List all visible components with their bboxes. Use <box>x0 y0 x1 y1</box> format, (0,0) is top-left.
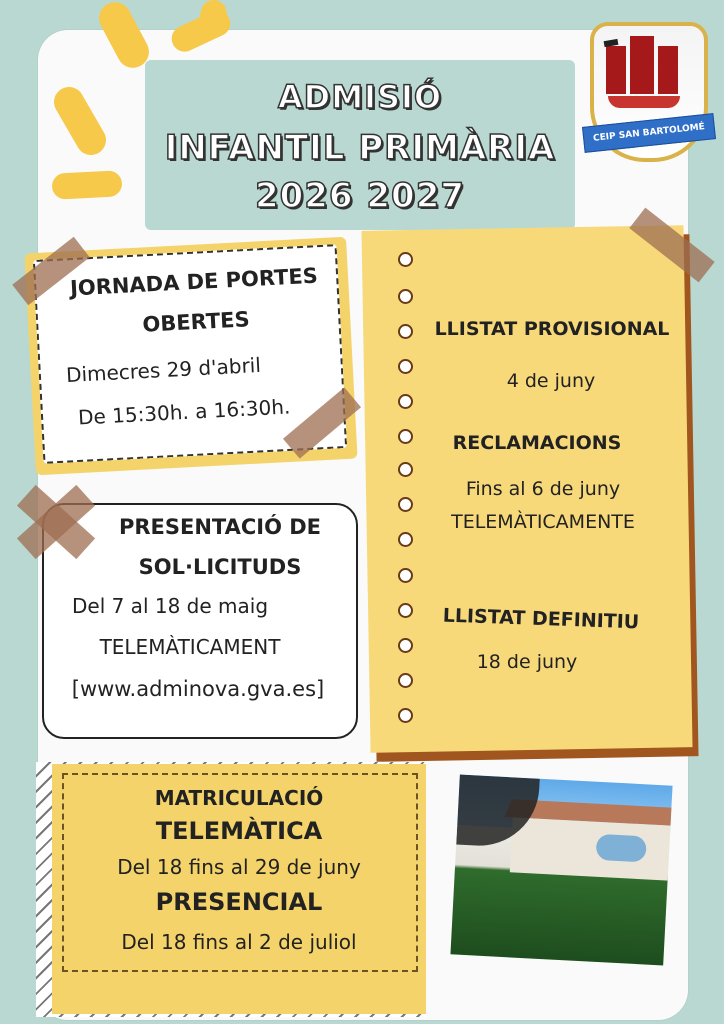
open-day-title-line1: JORNADA DE PORTES <box>69 263 319 301</box>
binder-hole <box>398 673 413 688</box>
building-icon <box>658 46 678 94</box>
page-title-line2: INFANTIL PRIMÀRIA <box>164 128 556 168</box>
school-photo <box>450 775 672 966</box>
provisional-list-heading: LLISTAT PROVISIONAL <box>434 318 670 340</box>
school-name-ribbon: CEIP SAN BARTOLOMÉ <box>582 113 716 153</box>
definitive-list-date: 18 de juny <box>476 651 578 673</box>
applications-title-line2: SOL·LICITUDS <box>138 555 302 579</box>
binder-hole <box>398 532 413 547</box>
binder-hole <box>398 394 413 409</box>
book-icon <box>608 96 680 108</box>
applications-title-line1: PRESENTACIÓ DE <box>118 515 322 539</box>
definitive-list-heading: LLISTAT DEFINITIU <box>442 604 640 634</box>
enrollment-online-label: TELEMÀTICA <box>155 817 323 845</box>
claims-heading: RECLAMACIONS <box>452 432 622 454</box>
binder-hole <box>398 708 413 723</box>
open-day-title <box>43 254 347 350</box>
open-day-title-line2: OBERTES <box>141 307 251 337</box>
enrollment-inperson-label: PRESENCIAL <box>155 888 323 916</box>
page-title-line3: 2026 2027 <box>254 176 466 216</box>
mural-decoration <box>596 834 647 863</box>
claims-date: Fins al 6 de juny <box>465 478 621 500</box>
applications-mode: TELEMÀTICAMENT <box>99 635 281 659</box>
applications-title <box>90 507 350 587</box>
enrollment-inperson-dates: Del 18 fins al 2 de juliol <box>121 930 357 954</box>
enrollment-online-dates: Del 18 fins al 29 de juny <box>117 855 361 879</box>
school-wall <box>510 817 673 881</box>
binder-hole <box>398 568 413 583</box>
building-icon <box>606 46 626 94</box>
binder-hole <box>398 289 413 304</box>
open-day-date: Dimecres 29 d'abril <box>65 352 262 388</box>
binder-hole <box>398 462 413 477</box>
page-title-line1: ADMISIÓ <box>277 78 443 116</box>
applications-dates: Del 7 al 18 de maig <box>71 594 269 618</box>
binder-hole <box>398 252 413 267</box>
claims-mode: TELEMÀTICAMENTE <box>451 511 635 533</box>
sun-ray-decoration <box>51 170 122 200</box>
building-icon <box>630 36 654 94</box>
provisional-list-date: 4 de juny <box>506 370 596 392</box>
applications-url-link[interactable]: [www.adminova.gva.es] <box>71 677 325 701</box>
enrollment-heading: MATRICULACIÓ <box>154 786 324 810</box>
open-day-time: De 15:30h. a 16:30h. <box>77 394 291 430</box>
